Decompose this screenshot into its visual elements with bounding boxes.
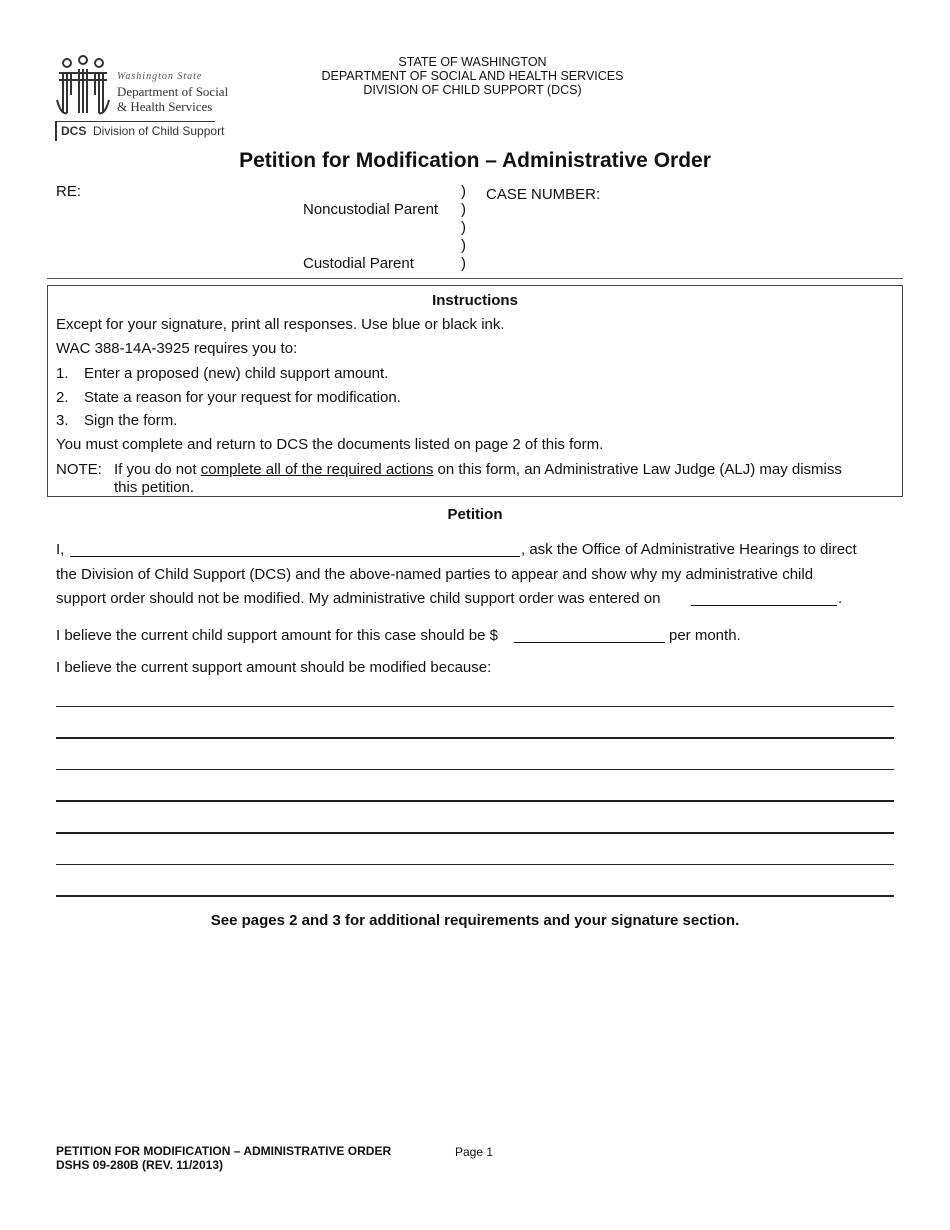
note-continued: this petition. (114, 479, 195, 496)
reason-line[interactable] (56, 832, 894, 834)
caption-paren: ) (461, 255, 466, 272)
header-state: STATE OF WASHINGTON (398, 55, 547, 69)
agency-header (250, 55, 695, 97)
reason-line[interactable] (56, 800, 894, 802)
instruction-item-number: 3. (56, 412, 69, 429)
logo-text-state: Washington State (117, 71, 203, 82)
caption-paren: ) (461, 237, 466, 254)
family-figures-icon (55, 55, 115, 117)
caption-paren: ) (461, 219, 466, 236)
logo-bar (55, 121, 57, 141)
noncustodial-parent-label: Noncustodial Parent (303, 201, 439, 218)
page-number: Page 1 (455, 1145, 494, 1159)
form-title: Petition for Modification – Administrative Order (239, 149, 711, 172)
petition-text: support order should not be modified. My administrative child support order was entered on (56, 590, 661, 607)
logo-division: DCS Division of Child Support (61, 124, 225, 138)
per-month-label: per month. (669, 627, 741, 644)
logo-text-department: Department of Social (117, 84, 229, 99)
order-date-field[interactable] (691, 590, 837, 606)
instruction-item-number: 2. (56, 389, 69, 406)
petition-text: , ask the Office of Administrative Hearings to direct (521, 541, 857, 558)
amount-label: I believe the current child support amount for this case should be $ (56, 627, 498, 644)
reason-line[interactable] (56, 706, 894, 707)
reason-line[interactable] (56, 737, 894, 739)
custodial-parent-label: Custodial Parent (303, 255, 414, 272)
note-label: NOTE: (56, 461, 102, 478)
note-text: If you do not complete all of the required actions on this form, an Administrative Law Judge (ALJ) may dismiss (114, 461, 842, 478)
instructions-title: Instructions (432, 292, 518, 309)
instruction-item-text: Sign the form. (84, 412, 178, 429)
instruction-item-text: Enter a proposed (new) child support amount. (84, 365, 389, 382)
reason-line[interactable] (56, 895, 894, 897)
caption-divider (47, 278, 903, 279)
instruction-return-documents: You must complete and return to DCS the documents listed on page 2 of this form. (56, 436, 604, 453)
header-division: DIVISION OF CHILD SUPPORT (DCS) (363, 83, 582, 97)
petitioner-label: I, (56, 541, 65, 558)
petition-text-period: . (838, 590, 843, 607)
see-pages-note: See pages 2 and 3 for additional requirements and your signature section. (210, 912, 740, 929)
logo-text-health: & Health Services (117, 99, 213, 114)
petitioner-name-field[interactable] (70, 541, 520, 557)
dshs-logo (55, 55, 230, 145)
reason-line[interactable] (56, 769, 894, 770)
instruction-item-text: State a reason for your request for modification. (84, 389, 401, 406)
caption-paren: ) (461, 201, 466, 218)
petition-text: the Division of Child Support (DCS) and the above-named parties to appear and show why my administrative child (56, 566, 814, 583)
logo-divider (55, 121, 215, 122)
re-label: RE: (56, 183, 82, 200)
instruction-item-number: 1. (56, 365, 69, 382)
footer-form-number: DSHS 09-280B (REV. 11/2013) (56, 1158, 223, 1172)
case-number-label: CASE NUMBER: (486, 186, 601, 203)
petition-title: Petition (447, 506, 503, 523)
caption-paren: ) (461, 183, 466, 200)
instruction-print: Except for your signature, print all responses. Use blue or black ink. (56, 316, 505, 333)
instruction-wac: WAC 388-14A-3925 requires you to: (56, 340, 298, 357)
support-amount-field[interactable] (514, 627, 665, 643)
footer-form-title: PETITION FOR MODIFICATION – ADMINISTRATIVE ORDER (56, 1144, 392, 1158)
header-department: DEPARTMENT OF SOCIAL AND HEALTH SERVICES (321, 69, 624, 83)
reason-line[interactable] (56, 864, 894, 865)
reason-intro: I believe the current support amount should be modified because: (56, 659, 492, 676)
